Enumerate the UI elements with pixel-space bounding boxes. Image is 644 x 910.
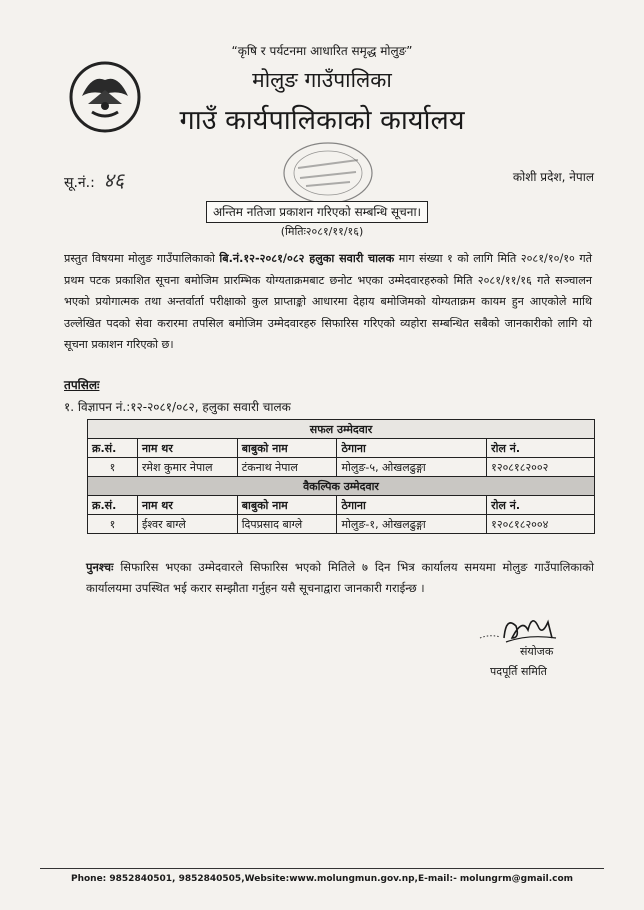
reference-number <box>64 166 124 193</box>
cell-roll: १२०८१८२००२ <box>487 458 595 477</box>
cell-address: मोलुङ-१, ओखलढुङ्गा <box>337 515 487 534</box>
table-row <box>88 515 595 534</box>
footer-divider <box>40 868 604 869</box>
table-header-row <box>88 496 595 515</box>
postscript-text: सिफारिस भएका उम्मेदवारले सिफारिस भएको मितिले ७ दिन भित्र कार्यालय समयमा मोलुङ गाउँपालिकाको कार्यालयमा उपस्थित भई करार सम्झौता गर्नुहन यसै सूचनाद्वारा जानकारी गराईन्छ । <box>86 560 594 595</box>
col-header-address: ठेगाना <box>337 496 487 515</box>
body-text-bold: बि.नं.१२-२०८१/०८२ हलुका सवारी चालक <box>219 252 395 265</box>
section-row-alternate <box>88 477 595 496</box>
section-title-successful: सफल उम्मेदवार <box>88 420 595 439</box>
footer-contact: Phone: 9852840501, 9852840505,Website:www.molungmun.gov.np,E-mail:- molungrm@gmail.com <box>70 874 574 884</box>
body-paragraph <box>64 248 592 356</box>
col-header-father: बाबुको नाम <box>237 496 337 515</box>
motto: “कृषि र पर्यटनमा आधारित समृद्ध मोलुङ” <box>231 44 413 58</box>
col-header-sn: क्र.सं. <box>88 496 138 515</box>
col-header-sn: क्र.सं. <box>88 439 138 458</box>
col-header-roll: रोल नं. <box>487 439 595 458</box>
body-text-part1: प्रस्तुत विषयमा मोलुङ गाउँपालिकाको <box>64 252 220 265</box>
coordinator-title: संयोजक <box>520 645 554 658</box>
municipality-name: मोलुङ गाउँपालिका <box>252 68 392 92</box>
postscript-label: पुनश्चः <box>86 560 114 574</box>
col-header-name: नाम थर <box>137 496 237 515</box>
office-name: गाउँ कार्यपालिकाको कार्यालय <box>179 105 465 136</box>
cell-father: टंकनाथ नेपाल <box>237 458 337 477</box>
details-label: तपसिलः <box>64 378 100 392</box>
cell-name: रमेश कुमार नेपाल <box>137 458 237 477</box>
table-header-row <box>88 439 595 458</box>
col-header-name: नाम थर <box>137 439 237 458</box>
cell-sn: १ <box>88 458 138 477</box>
reference-label: सू.नं.: <box>64 175 95 191</box>
postscript <box>86 557 594 599</box>
col-header-roll: रोल नं. <box>487 496 595 515</box>
results-table <box>87 419 595 534</box>
cell-name: ईश्वर बाग्ले <box>137 515 237 534</box>
province-label: कोशी प्रदेश, नेपाल <box>512 170 594 184</box>
notice-date: (मितिः२०८१/११/१६) <box>280 225 364 238</box>
committee-name: पदपूर्ति समिति <box>490 665 547 678</box>
office-stamp <box>268 138 388 208</box>
body-text-part2: माग संख्या १ को लागि मिति २०८१/१०/१० गते प्रथम पटक प्रकाशित सूचना बमोजिम प्रारम्भिक योग्यताक्रमबाट छनोट भएका उम्मेदवारहरुको मिति २०८१/११/१६ गते सञ्चालन भएको प्रयोगात्मक तथा अन्तर्वार्ता परीक्षाको कुल प्राप्ताङ्को आधारमा देहाय बमोजिमको योग्यताक्रम कायम हुन आएकोले माथि उल्लेखित पदको सेवा करारमा तपसिल बमोजिम उम्मेदवारहरु सिफारिस गरिएको व्यहोरा सम्बन्धित सबैको जानकारीको लागि यो सूचना प्रकाशन गरिएको छ। <box>64 252 593 351</box>
cell-sn: १ <box>88 515 138 534</box>
reference-value: ४६ <box>103 168 125 192</box>
advertisement-line: १. विज्ञापन नं.:१२-२०८१/०८२, हलुका सवारी चालक <box>64 400 291 414</box>
cell-father: दिपप्रसाद बाग्ले <box>237 515 337 534</box>
notice-title: अन्तिम नतिजा प्रकाशन गरिएको सम्बन्धि सूचना। <box>206 201 428 223</box>
col-header-address: ठेगाना <box>337 439 487 458</box>
table-row <box>88 458 595 477</box>
col-header-father: बाबुको नाम <box>237 439 337 458</box>
cell-roll: १२०८१८२००४ <box>487 515 595 534</box>
section-row-successful <box>88 420 595 439</box>
cell-address: मोलुङ-५, ओखलढुङ्गा <box>337 458 487 477</box>
section-title-alternate: वैकल्पिक उम्मेदवार <box>88 477 595 496</box>
